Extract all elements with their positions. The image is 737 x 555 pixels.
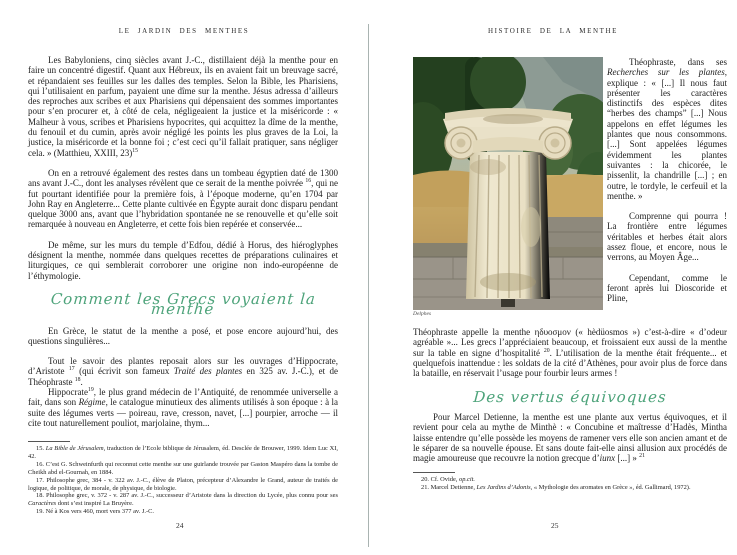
section-heading-greeks: Comment les Grecs voyaient la menthe (50, 289, 317, 319)
body-paragraph: Pour Marcel Detienne, la menthe est une plante aux vertus équivoques, et il revient pour cela au mythe de Minthè : « Concubine et maîtresse d’Hadès, Mintha laisse entendre qu’elle possède les moyens de ramener vers elle son ancien amant et de le séparer de sa nouvelle épouse. Et sans doute fait-elle ainsi allusion aux procédés de magie amoureuse que recouvre la notion grecque d’iunx [...] » $^{21}$ (413, 412, 727, 464)
left-running-head: LE JARDIN DES MENTHES (118, 27, 250, 35)
footnote: 17. Philosophe grec, 384 - v. 322 av. J.-C., élève de Platon, précepteur d’Alexandre le Grand, auteur de traités de logique, de politique, de morale, de physique, de biologie. (28, 476, 338, 492)
right-column-text (607, 57, 727, 314)
left-page (0, 0, 368, 555)
left-body-text (28, 55, 338, 438)
body-paragraph: Cependant, comme le feront après lui Dioscoride et Pline, (607, 272, 727, 304)
footnote-rule (413, 472, 455, 473)
left-footnotes (28, 441, 338, 516)
section-heading-vertus: Des vertus équivoques (472, 388, 668, 406)
footnote: 21. Marcel Detienne, Les Jardins d’Adonis, « Mythologie des aromates en Grèce », éd. Gallimard, 1972). (421, 483, 691, 491)
right-footnotes (413, 472, 727, 492)
body-paragraph: Théophraste appelle la menthe ηδυοσμον (« hèdüosmos ») c’est-à-dire « d’odeur agréable »... Les grecs l’appréciaient beaucoup, et froissaient eux aussi de la menthe sur la table en signe d’hospitalité $^{20}$. L’utilisation de la menthe était fréquente... et quelquefois inattendue : les soldats de la cité d’Athènes, pour avoir plus de force dans la bataille, en réservait l’usage pour fourbir leurs armes ! (413, 327, 727, 379)
footnote: 15. La Bible de Jérusalem, traduction de l’Ecole biblique de Jérusalem, éd. Desclée de Brouwer, 1999. Idem Luc XI, 42. (28, 445, 339, 460)
footnote: 16. C’est G. Schweinfurth qui reconnut cette menthe sur une guirlande trouvée par Gaston Maspéro dans la tombe de Cheikh abd el-Gournah, en 1884. (28, 460, 338, 476)
right-running-head: HISTOIRE DE LA MENTHE (487, 27, 619, 35)
closing-text (413, 412, 727, 473)
delphi-column-photo (413, 57, 603, 310)
right-page (369, 0, 737, 555)
body-paragraph: On en a retrouvé également des restes dans un tombeau égyptien daté de 1300 ans avant J.-C., dont les analyses révèlent que ce serait de la menthe poivrée $^{16}$, qui ne fut pourtant identifiée pour la première fois, à l’époque moderne, qu’en 1704 par John Ray en Angleterre... Cette plante cultivée en Égypte aurait donc disparu pendant quelque 3000 ans, avant que l’hybridation spontanée ne se renouvelle et qu’elle soit remarquée à nouveau en Angleterre, et cette fois bien repérée et conservée... (28, 167, 339, 230)
body-paragraph: Tout le savoir des plantes reposait alors sur les ouvrages d’Hippocrate, d’Aristote $^{17}$ (qui écrivit son fameux Traité des plantes en 325 av. J.-C.), et de Théophraste $^{18}$. (28, 356, 338, 387)
footnote: 18. Philosophe grec, v. 372 - v. 287 av. J.-C., successeur d’Aristote dans la direction du Lycée, plus connu pour ses Caractères dont s’est inspiré La Bruyère. (28, 492, 338, 508)
body-paragraph: De même, sur les murs du temple d’Edfou, dédié à Horus, des hiéroglyphes désignent la menthe, nommée dans quelques recettes de préparations culinaires et liturgiques, ce qui semblerait corroborer une origine non indo-européenne de l’éthymologie. (28, 239, 338, 281)
footnote-rule (28, 441, 70, 442)
right-page-number: 25 (551, 521, 559, 530)
body-paragraph: Hippocrate$^{19}$, le plus grand médecin de l’Antiquité, de renommée universelle a fait, dans son Régime, le catalogue minutieux des aliments utilisés à son époque : à la suite des légumes verts — poireau, rave, cresson, navet, [...] pourpier, arroche — il cite tout naturellement pouliot, marjolaine, thym... (28, 387, 338, 428)
body-paragraph: Comprenne qui pourra ! La frontière entre légumes véritables et herbes était alors assez floue, et encore, nous le verrons, au Moyen Âge... (607, 211, 727, 263)
body-paragraph: En Grèce, le statut de la menthe a posé, et pose encore aujourd’hui, des questions singulières... (28, 325, 338, 346)
left-page-number: 24 (176, 521, 184, 530)
full-width-text (413, 327, 727, 388)
section-heading-zone (413, 388, 727, 406)
body-paragraph: Théophraste, dans ses Recherches sur les plantes, explique : « [...] Il nous faut présenter les caractères distinctifs des espèces dites “herbes des champs” [...] Nous appelons en effet légumes les plantes que nous consommons. [...] Sont appelées légumes évidemment les plantes suivantes : la chicorée, le pissenlit, la chandrille [...] ; en outre, le tordyle, le cerfeuil et la menthe. » (607, 57, 727, 201)
body-paragraph: Les Babyloniens, cinq siècles avant J.-C., distillaient déjà la menthe pour en faire un concentré digestif. Quant aux Hébreux, ils en avaient fait un breuvage sacré, et répandaient ses feuilles sur les dalles des temples. Selon la Bible, les Pharisiens, qui l’utilisaient en parfum, payaient une dîme sur la menthe. Jésus adressa d’ailleurs des reproches aux scribes et aux Pharisiens qui dépensaient des sommes importantes pour s’en procurer et, à côté de cela, négligeaient la justice et la miséricorde : « Malheur à vous, scribes et Pharisiens hypocrites, qui acquittez la dîme de la menthe, du fenouil et du cumin, après avoir négligé les points les plus graves de la Loi, la justice, la miséricorde et la bonne foi ; c’est ceci qu’il fallait pratiquer, sans négliger cela. » (Matthieu, XXIII, 23)$^{15}$ (28, 55, 338, 158)
footnote: 20. Cf. Ovide, op.cit. (421, 476, 475, 483)
footnote: 19. Né à Kos vers 460, mort vers 377 av. J.-C. (36, 508, 154, 516)
photo-caption: Delphes (413, 311, 432, 317)
